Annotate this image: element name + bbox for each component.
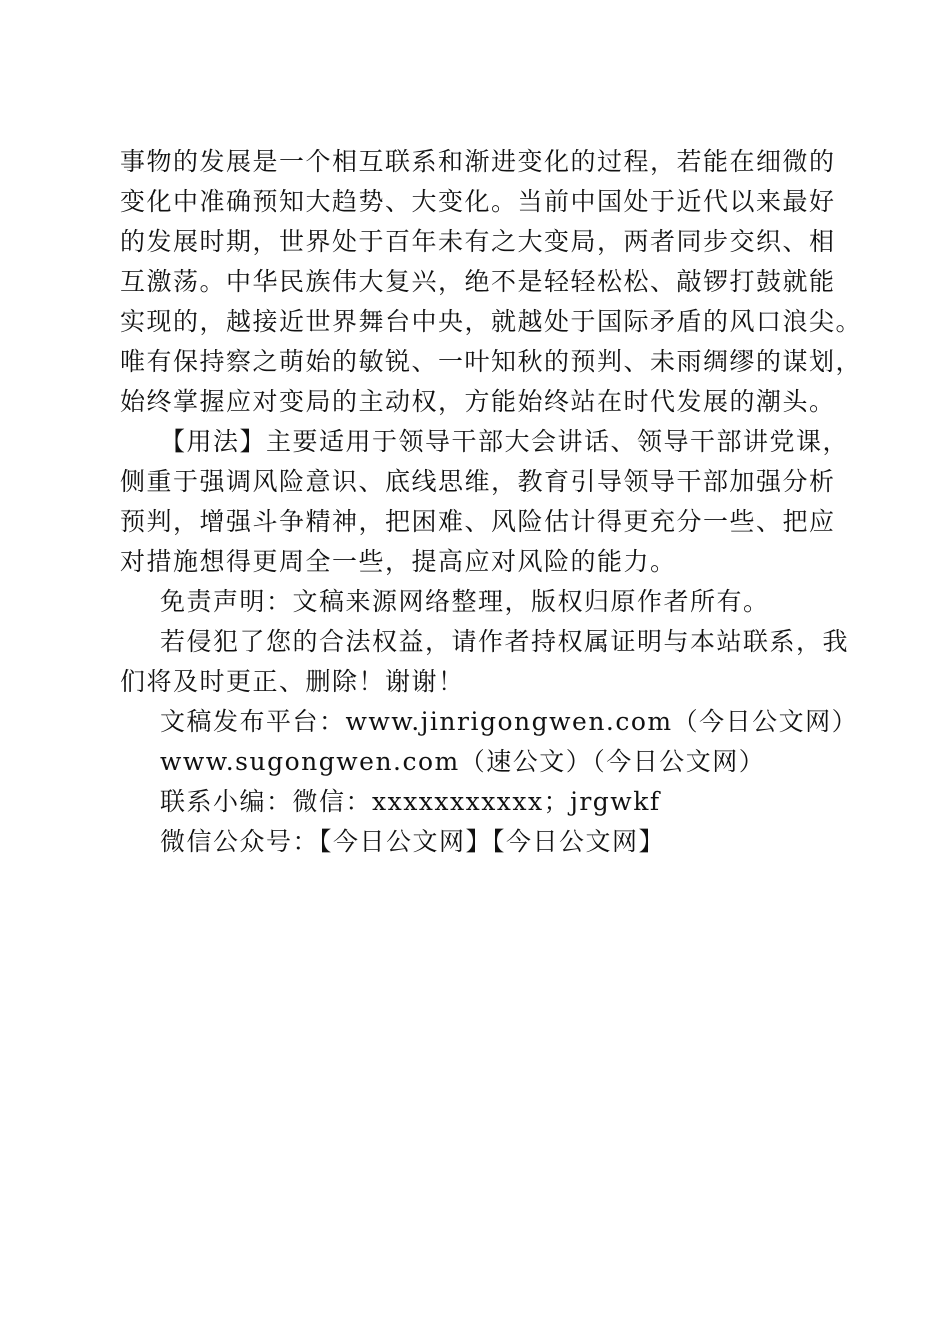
site2-paragraph: [120, 742, 840, 782]
contact-text: 联系小编：微信：xxxxxxxxxxx；jrgwkf: [160, 787, 661, 816]
infringement-line: 们将及时更正、删除！谢谢！: [120, 667, 465, 696]
body-paragraph: [120, 142, 863, 422]
body-line: 唯有保持察之萌始的敏锐、一叶知秋的预判、未雨绸缪的谋划，: [120, 347, 863, 376]
usage-line: 预判，增强斗争精神，把困难、风险估计得更充分一些、把应: [120, 507, 836, 536]
contact-paragraph: [120, 782, 840, 822]
wechat-paragraph: [120, 822, 840, 862]
infringement-paragraph: [120, 622, 850, 702]
body-line: 事物的发展是一个相互联系和渐进变化的过程，若能在细微的: [120, 147, 836, 176]
wechat-account-text: 微信公众号：【今日公文网】【今日公文网】: [160, 827, 666, 856]
document-body: [120, 142, 863, 862]
usage-line: 侧重于强调风险意识、底线思维，教育引导领导干部加强分析: [120, 467, 836, 496]
body-line: 的发展时期，世界处于百年未有之大变局，两者同步交织、相: [120, 227, 836, 256]
body-line: 始终掌握应对变局的主动权，方能始终站在时代发展的潮头。: [120, 387, 836, 416]
site2-text: www.sugongwen.com（速公文）（今日公文网）: [160, 747, 766, 776]
disclaimer-text: 免责声明：文稿来源网络整理，版权归原作者所有。: [160, 587, 770, 616]
body-line: 变化中准确预知大趋势、大变化。当前中国处于近代以来最好: [120, 187, 836, 216]
platform-text: 文稿发布平台：www.jinrigongwen.com（今日公文网）: [160, 707, 859, 736]
disclaimer-paragraph: [120, 582, 840, 622]
usage-paragraph: [120, 422, 850, 582]
body-line: 实现的，越接近世界舞台中央，就越处于国际矛盾的风口浪尖。: [120, 307, 863, 336]
usage-line: 对措施想得更周全一些，提高应对风险的能力。: [120, 547, 677, 576]
platform-paragraph: [120, 702, 859, 742]
usage-line: 【用法】主要适用于领导干部大会讲话、领导干部讲党课，: [160, 427, 850, 456]
infringement-line: 若侵犯了您的合法权益，请作者持权属证明与本站联系，我: [160, 627, 850, 656]
body-line: 互激荡。中华民族伟大复兴，绝不是轻轻松松、敲锣打鼓就能: [120, 267, 836, 296]
